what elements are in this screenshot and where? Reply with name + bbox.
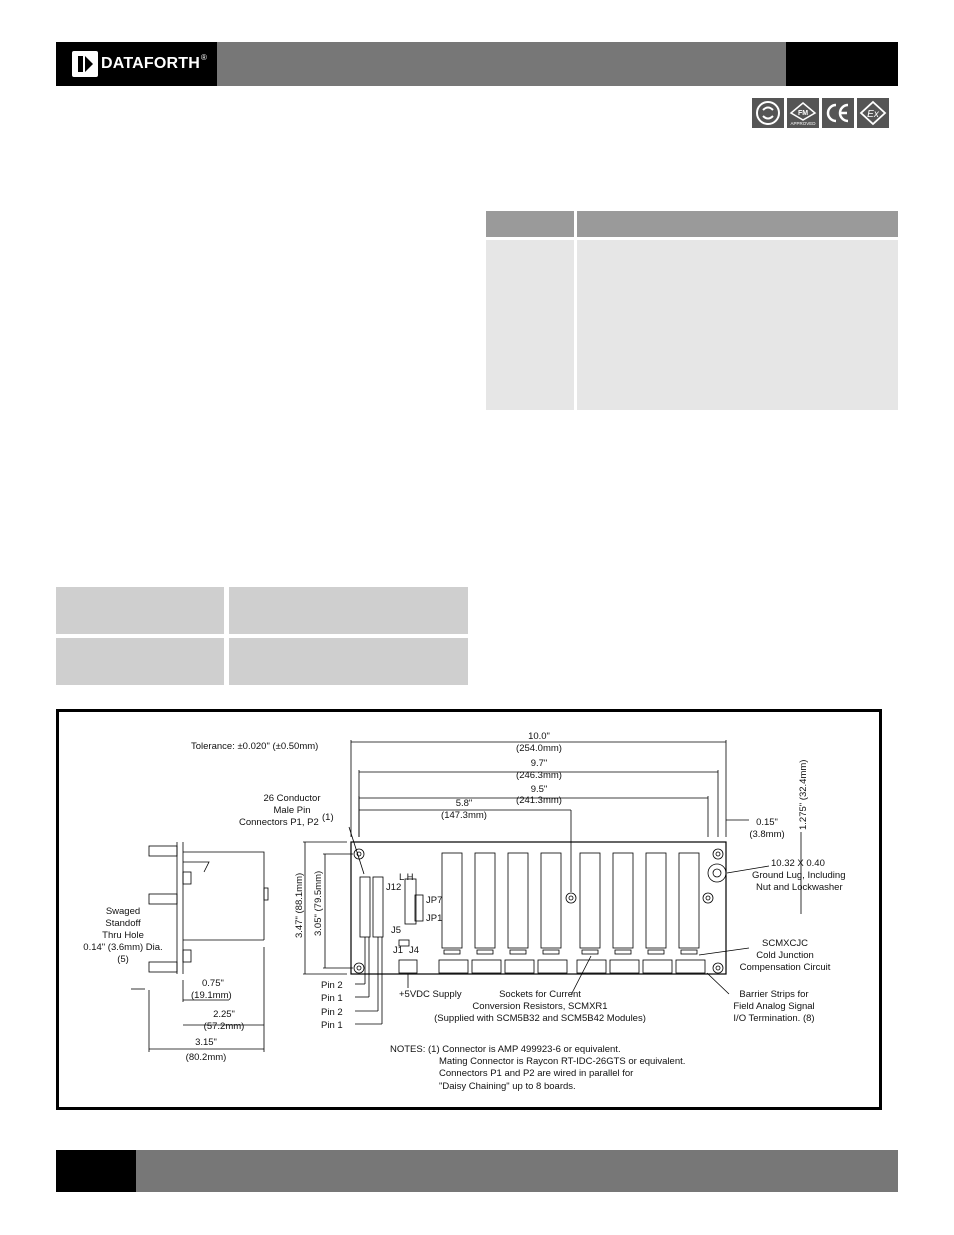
dim-075-label: 0.75" — [202, 978, 224, 989]
jp1-label: JP1 — [426, 913, 443, 924]
footer-page-box — [56, 1150, 136, 1192]
swaged-line5: (5) — [117, 954, 129, 965]
dim-225-label: 2.25" — [213, 1009, 235, 1020]
ex-icon — [857, 98, 889, 128]
note-line4: "Daisy Chaining" up to 8 boards. — [439, 1081, 576, 1092]
connector-label-footnote: (1) — [322, 812, 334, 823]
header-right-bar — [786, 42, 898, 86]
dim-95-label: 9.5" — [530, 784, 548, 795]
swaged-line3: Thru Hole — [102, 930, 144, 941]
dim-015-mm-label: (3.8mm) — [749, 829, 785, 840]
barrier-line3: I/O Termination. (8) — [733, 1013, 815, 1024]
j5-label: J5 — [391, 925, 402, 936]
swaged-line2: Standoff — [105, 918, 141, 929]
swaged-line1: Swaged — [105, 906, 141, 917]
barrier-line2: Field Analog Signal — [733, 1001, 815, 1012]
pin2a-label: Pin 2 — [321, 980, 343, 991]
dataforth-logo — [72, 50, 207, 78]
j4-label: J4 — [409, 945, 420, 956]
ground-lug-line2: Ground Lug, Including — [752, 870, 846, 881]
dim-1275-label: 1.275" (32.4mm) — [798, 759, 809, 830]
dim-10-label: 10.0" — [528, 731, 550, 742]
ce-icon — [822, 98, 854, 128]
cjc-line2: Cold Junction — [756, 950, 814, 961]
dim-97-mm-label: (246.3mm) — [516, 770, 562, 781]
dim-95-mm-label: (241.3mm) — [516, 795, 562, 806]
ex-text: Ex — [867, 109, 879, 120]
cjc-line1: SCMXCJC — [762, 938, 808, 949]
dim-315-label: 3.15" — [195, 1037, 217, 1048]
fm-approved-text: APPROVED — [790, 121, 816, 126]
note-line1: NOTES: (1) Connector is AMP 499923-6 or equivalent. — [390, 1044, 621, 1055]
dim-015-label: 0.15" — [756, 817, 778, 828]
dim-347-label: 3.47" (88.1mm) — [294, 872, 305, 938]
pin1a-label: Pin 1 — [321, 993, 343, 1004]
sockets-line1: Sockets for Current — [499, 989, 581, 1000]
certification-icons — [752, 98, 889, 128]
note-line3: Connectors P1 and P2 are wired in parallel for — [439, 1068, 634, 1079]
ordering-table-row-2 — [56, 638, 468, 685]
connector-label-line1: 26 Conductor — [263, 793, 321, 804]
tolerance-label: Tolerance: ±0.020" (±0.50mm) — [191, 741, 319, 752]
barrier-line1: Barrier Strips for — [739, 989, 809, 1000]
logo-text: DATAFORTH — [101, 55, 200, 72]
dim-075-mm-label: (19.1mm) — [191, 990, 232, 1001]
spec-table-body — [486, 240, 898, 410]
dim-97-label: 9.7" — [530, 758, 548, 769]
supply-label: +5VDC Supply — [399, 989, 462, 1000]
jp7-label: JP7 — [426, 895, 443, 906]
connector-label-line3: Connectors P1, P2 — [239, 817, 319, 828]
note-line2: Mating Connector is Raycon RT-IDC-26GTS or equivalent. — [439, 1056, 686, 1067]
dim-225-mm-label: (57.2mm) — [203, 1021, 245, 1032]
ordering-table-row-1 — [56, 587, 468, 634]
j1-label: J1 — [393, 945, 404, 956]
header-title-bar — [217, 42, 786, 86]
csa-icon — [752, 98, 784, 128]
fm-text: FM — [797, 110, 809, 117]
ground-lug-line3: Nut and Lockwasher — [756, 882, 843, 893]
footer-bar — [136, 1150, 898, 1192]
j12-label: J12 — [386, 882, 402, 893]
sockets-line2: Conversion Resistors, SCMXR1 — [472, 1001, 608, 1012]
ground-lug-line1: 10.32 X 0.40 — [771, 858, 825, 869]
dim-58-label: 5.8" — [455, 798, 473, 809]
cjc-line3: Compensation Circuit — [739, 962, 831, 973]
dim-10-mm-label: (254.0mm) — [516, 743, 562, 754]
logo-registered-mark: ® — [200, 52, 207, 62]
dim-305-label: 3.05" (79.5mm) — [313, 870, 324, 936]
mechanical-drawing — [56, 709, 882, 1110]
swaged-line4: 0.14" (3.6mm) Dia. — [83, 942, 163, 953]
pin1b-label: Pin 1 — [321, 1020, 343, 1031]
sockets-line3: (Supplied with SCM5B32 and SCM5B42 Modules) — [434, 1013, 646, 1024]
pin2b-label: Pin 2 — [321, 1007, 343, 1018]
fm-approved-icon — [787, 98, 819, 128]
dataforth-logo-icon — [72, 51, 98, 77]
dim-315-mm-label: (80.2mm) — [185, 1052, 227, 1063]
lh-label: L H — [399, 872, 414, 883]
dim-58-mm-label: (147.3mm) — [441, 810, 487, 821]
spec-table-header — [486, 211, 898, 237]
connector-label-line2: Male Pin — [273, 805, 311, 816]
